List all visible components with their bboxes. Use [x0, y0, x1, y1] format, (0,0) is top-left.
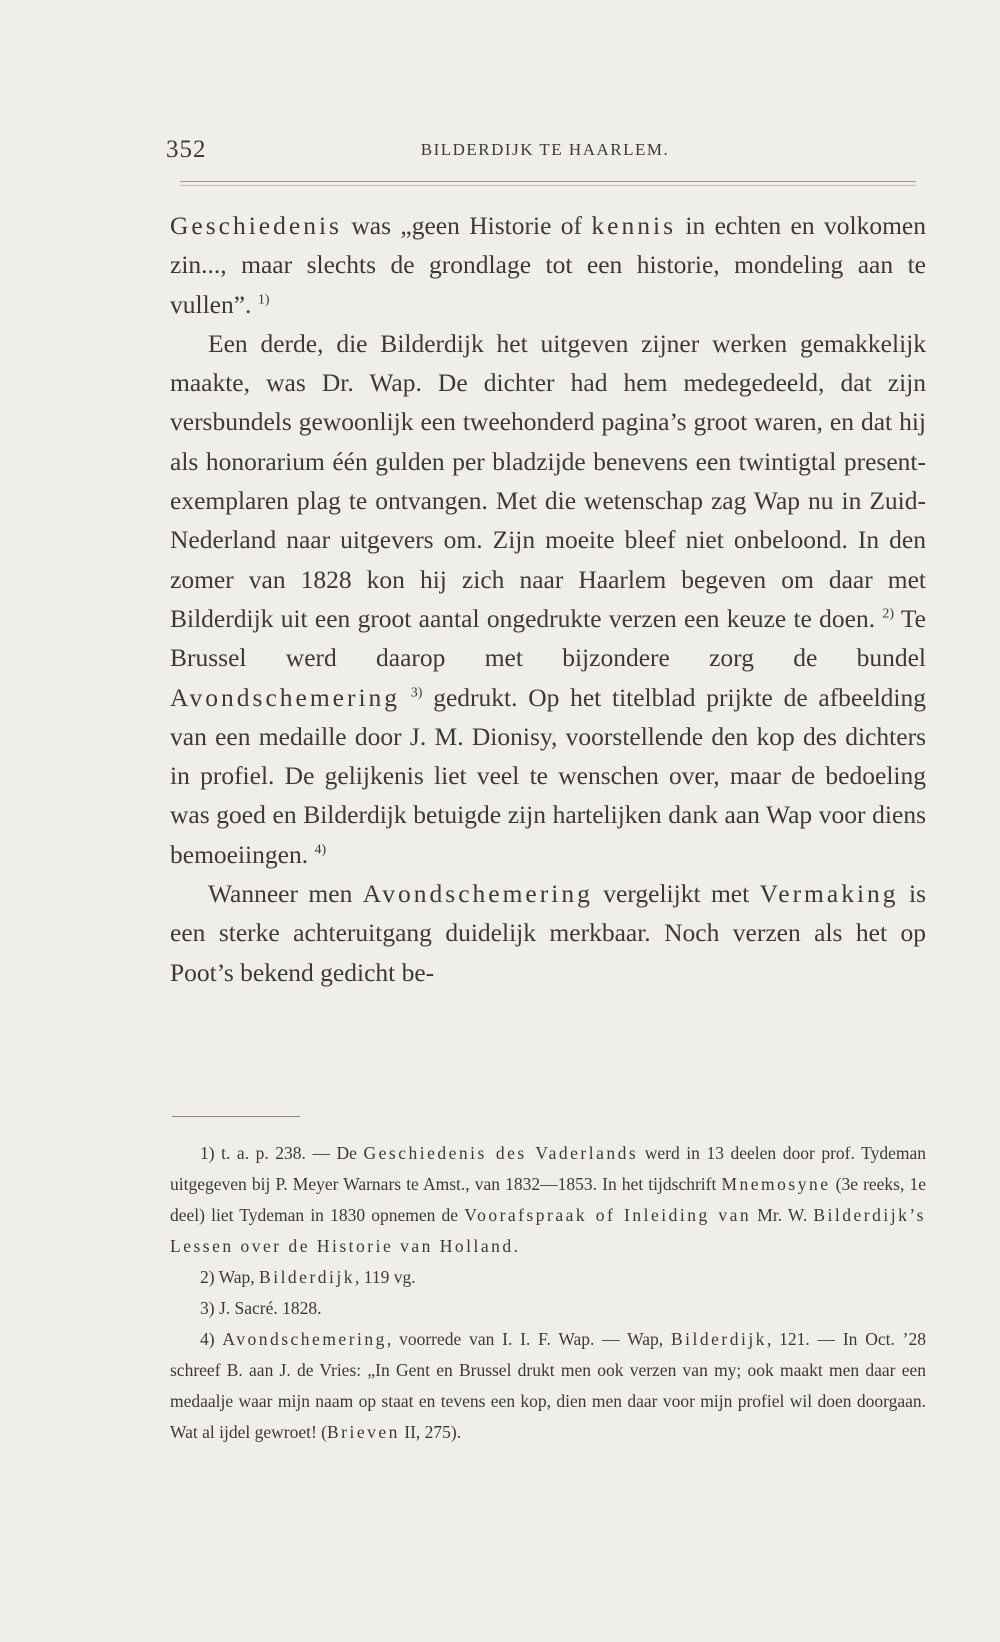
text-run: , 121. — In Oct. ’28 schreef B. aan J. de Vries: „In Gent en Brussel drukt men ook verzen van my; ook maakt men daar een medaalje waar mijn naam op staat en tevens een kop, dien men daar voor mijn profiel wil doen doorgaan. Wat al ijdel gewroet! ( — [170, 1329, 927, 1442]
footnote-number: 2) — [200, 1267, 215, 1287]
text-run: in echten en volkomen zin..., maar slechts de grondlage tot een historie, mondeling aan te vullen”. — [170, 211, 926, 319]
text-run: Mr. W. — [751, 1205, 814, 1225]
text-run: J. Sacré. 1828. — [214, 1298, 322, 1318]
text-run: gedrukt. Op het titelblad prijkte de afbeelding van een medaille door J. M. Dionisy, voorstellende den kop des dichters in profiel. De gelijkenis liet veel te wenschen over, maar de bedoeling was goed en Bilderdijk betuigde zijn hartelijken dank aan Wap voor diens bemoeiingen. — [170, 682, 926, 869]
spaced-term: Avondschemering — [222, 1329, 387, 1349]
text-run: was „geen Historie of — [341, 211, 592, 240]
text-run: , 119 vg. — [355, 1267, 416, 1287]
page-header — [166, 136, 924, 170]
text-run: t. a. p. 238. — De — [214, 1143, 364, 1163]
paragraph-2 — [170, 324, 926, 874]
footnote-ref: 2) — [882, 606, 895, 622]
footnote-2 — [170, 1262, 926, 1293]
footnote-rule — [172, 1116, 300, 1117]
spaced-term: Avondschemering — [362, 879, 593, 909]
spaced-term: Mnemosyne — [721, 1174, 831, 1194]
text-run: II, 275). — [399, 1422, 462, 1442]
spaced-term: Bilderdijk’s Lessen over de Historie van Holland — [170, 1205, 926, 1256]
spaced-term: Geschiedenis — [170, 211, 342, 240]
header-rule — [180, 181, 916, 186]
spaced-term: Vermaking — [759, 879, 899, 909]
paragraph-1 — [170, 206, 926, 324]
text-run: Wap, — [214, 1267, 260, 1287]
footnote-1 — [170, 1138, 926, 1262]
body-text — [170, 206, 926, 992]
text-run: Een derde, die Bilderdijk het uitgeven zijner werken gemakkelijk maakte, was Dr. Wap. De dichter had hem medegedeeld, dat zijn versbundels gewoonlijk een tweehonderd pagina’s groot waren, en dat hij als honorarium één gulden per bladzijde benevens een twintigtal present-exemplaren plag te ontvangen. Met die wetenschap zag Wap nu in Zuid-Nederland naar uitgevers om. Zijn moeite bleef niet onbeloond. In den zomer van 1828 kon hij zich naar Haarlem begeven om daar met Bilderdijk uit een groot aantal ongedrukte verzen een keuze te doen. — [170, 328, 926, 633]
running-head: BILDERDIJK TE HAARLEM. — [420, 140, 670, 159]
spaced-term: Geschiedenis des Vaderlands — [363, 1143, 639, 1163]
footnote-4 — [170, 1324, 926, 1448]
spaced-term: Avondschemering — [170, 682, 401, 712]
text-run: vergelijkt met — [592, 879, 760, 909]
footnote-number: 3) — [200, 1298, 215, 1318]
spaced-term: Bilderdijk — [670, 1329, 767, 1349]
text-run: , voorrede van I. I. F. Wap. — Wap, — [386, 1329, 671, 1349]
paragraph-3 — [170, 874, 926, 992]
footnote-3 — [170, 1293, 926, 1324]
text-run: . — [513, 1236, 518, 1256]
footnote-ref: 1) — [257, 292, 270, 308]
footnote-ref: 3) — [410, 685, 423, 701]
footnote-ref: 4) — [314, 842, 327, 858]
footnote-number: 4) — [200, 1329, 215, 1349]
footnote-number: 1) — [200, 1143, 215, 1163]
text-run: Wanneer men — [208, 879, 363, 909]
spaced-term: Bilderdijk — [259, 1267, 355, 1287]
page-number: 352 — [166, 136, 207, 163]
spaced-term: Brieven — [327, 1422, 400, 1442]
text-run: is een sterke achteruitgang duidelijk merkbaar. Noch verzen als het op Poot’s bekend gedicht be- — [170, 879, 926, 987]
text-run: Te Brussel werd daarop met bijzondere zorg de bundel — [170, 603, 926, 673]
spaced-term: Voorafspraak of Inleiding van — [464, 1205, 752, 1225]
text-run: (3e reeks, 1e deel) liet Tydeman in 1830 opnemen de — [170, 1174, 926, 1225]
spaced-term: kennis — [591, 211, 676, 240]
footnotes — [170, 1138, 926, 1448]
text-run: werd in 13 deelen door prof. Tydeman uitgegeven bij P. Meyer Warnars te Amst., van 1832—1853. In het tijdschrift — [170, 1143, 926, 1194]
